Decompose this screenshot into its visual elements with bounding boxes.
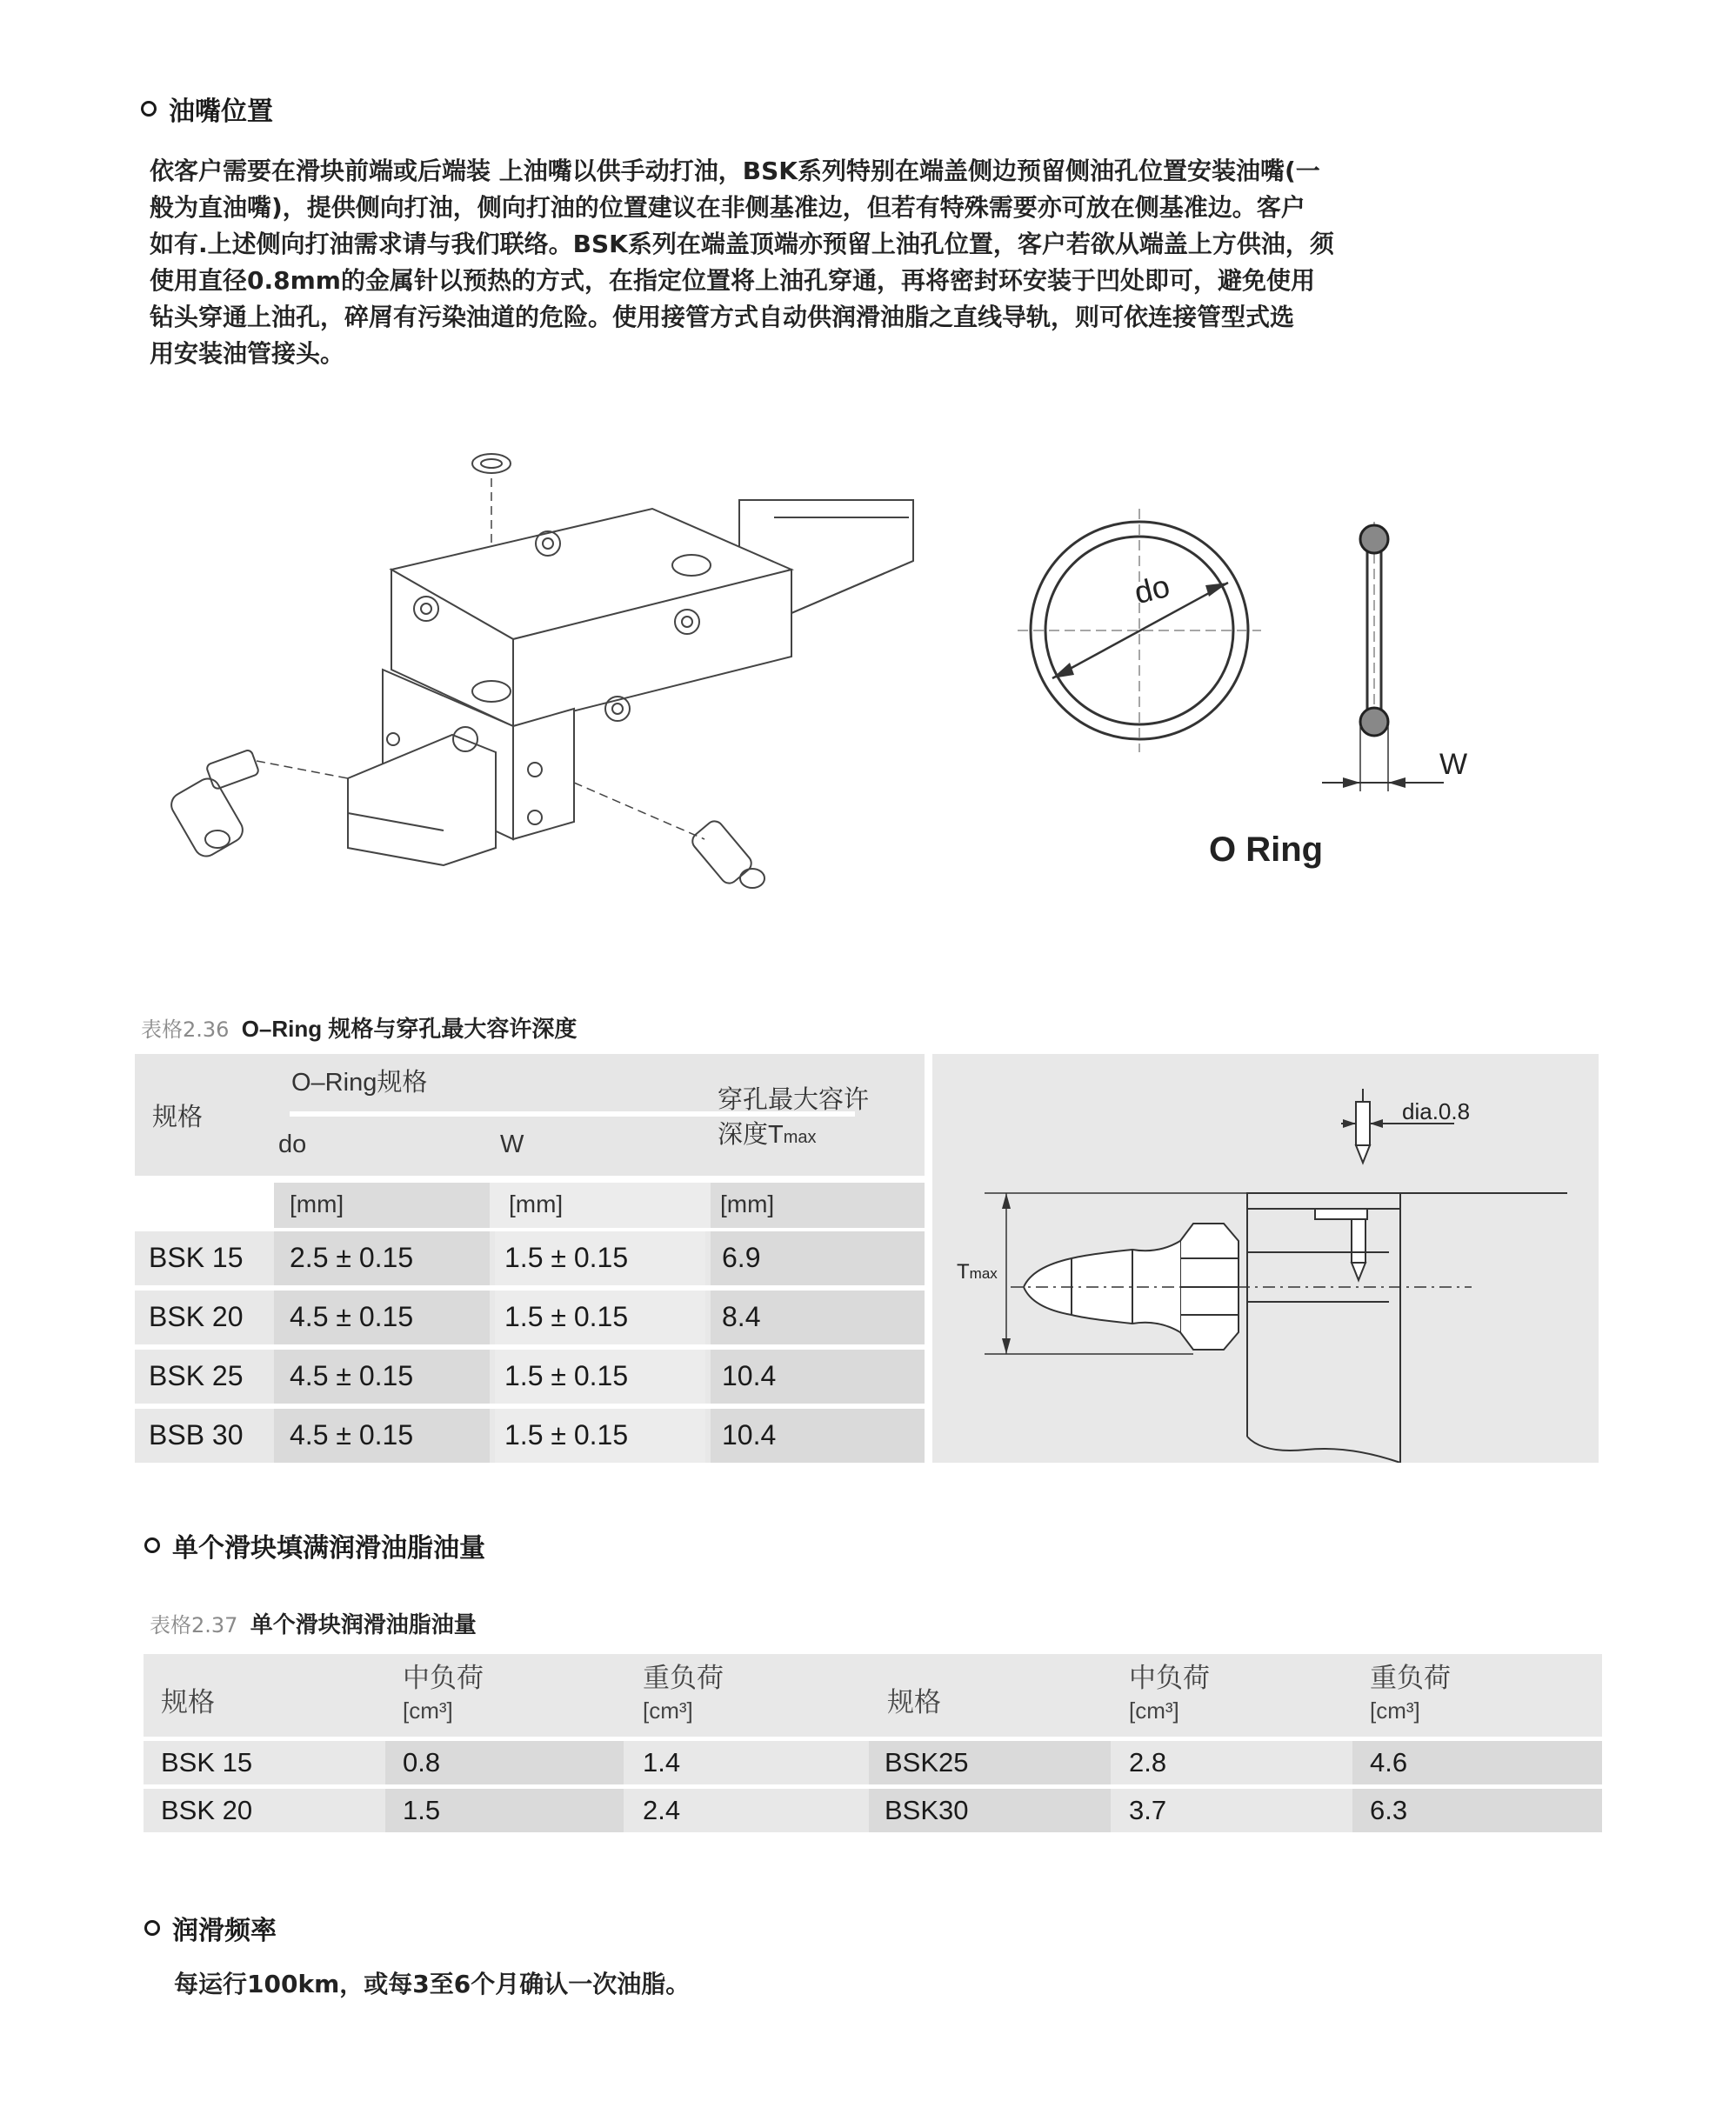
- dia-label: dia.0.8: [1402, 1098, 1471, 1124]
- cell-spec: BSK 15: [161, 1747, 253, 1778]
- section-title: 单个滑块填满润滑油脂油量: [172, 1533, 485, 1564]
- table-number: 表格2.37: [150, 1613, 238, 1637]
- paragraph-line: 钻头穿通上油孔，碎屑有污染油道的危险。使用接管方式自动供润滑油脂之直线导轨，则可依连接管型式选: [150, 303, 1295, 331]
- do-label: do: [1131, 567, 1173, 611]
- col-header-do: do: [278, 1131, 307, 1158]
- table-title: O–Ring 规格与穿孔最大容许深度: [241, 1016, 578, 1042]
- circle-bullet-icon: [144, 1537, 160, 1553]
- table1-caption: [141, 1011, 577, 1044]
- grease-amount-table: [144, 1654, 1602, 1832]
- section-heading-oil-nipple-position: [141, 90, 273, 128]
- circle-bullet-icon: [144, 1920, 160, 1936]
- col-header-depth-line2: 深度Tmax: [718, 1121, 817, 1149]
- cell-depth: 6.9: [722, 1242, 761, 1273]
- table-title: 单个滑块润滑油脂油量: [250, 1611, 477, 1637]
- cell-do: 4.5 ± 0.15: [290, 1419, 414, 1451]
- cell-w: 1.5 ± 0.15: [504, 1301, 629, 1332]
- oring-dimension-figure: [1000, 504, 1522, 887]
- cell-spec: BSK25: [885, 1747, 969, 1778]
- paragraph-line: 如有.上述侧向打油需求请与我们联络。BSK系列在端盖顶端亦预留上油孔位置，客户若欲从端盖上方供油，须: [150, 230, 1334, 258]
- table-number: 表格2.36: [141, 1017, 230, 1042]
- cell-do: 4.5 ± 0.15: [290, 1301, 414, 1332]
- oring-spec-table: [135, 1054, 925, 1463]
- col-header-spec: 规格: [161, 1687, 215, 1717]
- cell-heavy: 1.4: [643, 1747, 681, 1778]
- cell-do: 4.5 ± 0.15: [290, 1360, 414, 1391]
- col-header-medium: 中负荷: [403, 1663, 484, 1693]
- cell-heavy: 6.3: [1370, 1795, 1408, 1825]
- cell-w: 1.5 ± 0.15: [504, 1360, 629, 1391]
- unit-medium: [cm³]: [403, 1697, 453, 1724]
- section-heading-lubrication-frequency: [144, 1909, 277, 1947]
- cell-w: 1.5 ± 0.15: [504, 1242, 629, 1273]
- col-header-spec: 规格: [152, 1104, 204, 1131]
- cell-medium: 0.8: [403, 1747, 441, 1778]
- col-header-medium: 中负荷: [1129, 1663, 1210, 1693]
- frequency-text: 每运行100km，或每3至6个月确认一次油脂。: [174, 1970, 691, 1998]
- cell-medium: 2.8: [1129, 1747, 1167, 1778]
- cell-spec: BSB 30: [149, 1419, 244, 1451]
- cell-spec: BSK 20: [149, 1301, 244, 1332]
- cell-depth: 10.4: [722, 1419, 777, 1451]
- unit-depth: [mm]: [720, 1191, 775, 1217]
- cell-spec: BSK30: [885, 1795, 969, 1825]
- col-header-depth-line1: 穿孔最大容许: [718, 1086, 870, 1114]
- col-header-heavy: 重负荷: [643, 1663, 724, 1693]
- oring-caption: O Ring: [1209, 830, 1324, 869]
- paragraph-line: 使用直径0.8mm的金属针以预热的方式，在指定位置将上油孔穿通，再将密封环安装于凹处即可，避免使用: [150, 266, 1315, 295]
- section-title: 润滑频率: [172, 1916, 277, 1946]
- paragraph-line: 用安装油管接头。: [150, 339, 345, 368]
- col-header-heavy: 重负荷: [1370, 1663, 1451, 1693]
- cell-spec: BSK 15: [149, 1242, 244, 1273]
- piercing-depth-figure: [932, 1054, 1599, 1463]
- unit-w: [mm]: [509, 1191, 564, 1217]
- circle-bullet-icon: [141, 101, 157, 117]
- cell-depth: 8.4: [722, 1301, 761, 1332]
- unit-heavy: [cm³]: [1370, 1697, 1420, 1724]
- straight-grease-nipple-icon: [574, 783, 765, 888]
- cell-w: 1.5 ± 0.15: [504, 1419, 629, 1451]
- cell-heavy: 2.4: [643, 1795, 681, 1825]
- col-header-spec: 规格: [887, 1687, 941, 1717]
- cell-do: 2.5 ± 0.15: [290, 1242, 414, 1273]
- cell-heavy: 4.6: [1370, 1747, 1408, 1778]
- unit-heavy: [cm³]: [643, 1697, 693, 1724]
- col-header-w: W: [500, 1131, 524, 1158]
- section-heading-grease-amount: [144, 1526, 485, 1564]
- unit-medium: [cm³]: [1129, 1697, 1179, 1724]
- elbow-grease-nipple-icon: [167, 749, 348, 860]
- paragraph-line: 般为直油嘴)，提供侧向打油，侧向打油的位置建议在非侧基准边，但若有特殊需要亦可放在侧基准边。客户: [150, 193, 1305, 222]
- cell-medium: 3.7: [1129, 1795, 1167, 1825]
- linear-guide-block-illustration: [165, 439, 931, 909]
- paragraph-line: 依客户需要在滑块前端或后端装 上油嘴以供手动打油，BSK系列特别在端盖侧边预留侧油孔位置安装油嘴(一: [150, 157, 1320, 185]
- cell-spec: BSK 20: [161, 1795, 253, 1825]
- cell-spec: BSK 25: [149, 1360, 244, 1391]
- unit-do: [mm]: [290, 1191, 344, 1217]
- col-header-oring: O–Ring规格: [291, 1069, 428, 1097]
- section-title: 油嘴位置: [169, 97, 273, 127]
- w-label: W: [1439, 748, 1468, 781]
- table2-caption: [150, 1607, 477, 1639]
- intro-paragraph: [150, 153, 1541, 372]
- cell-medium: 1.5: [403, 1795, 441, 1825]
- oring-small-icon: [472, 454, 511, 473]
- cell-depth: 10.4: [722, 1360, 777, 1391]
- tmax-label: Tmax: [957, 1260, 998, 1284]
